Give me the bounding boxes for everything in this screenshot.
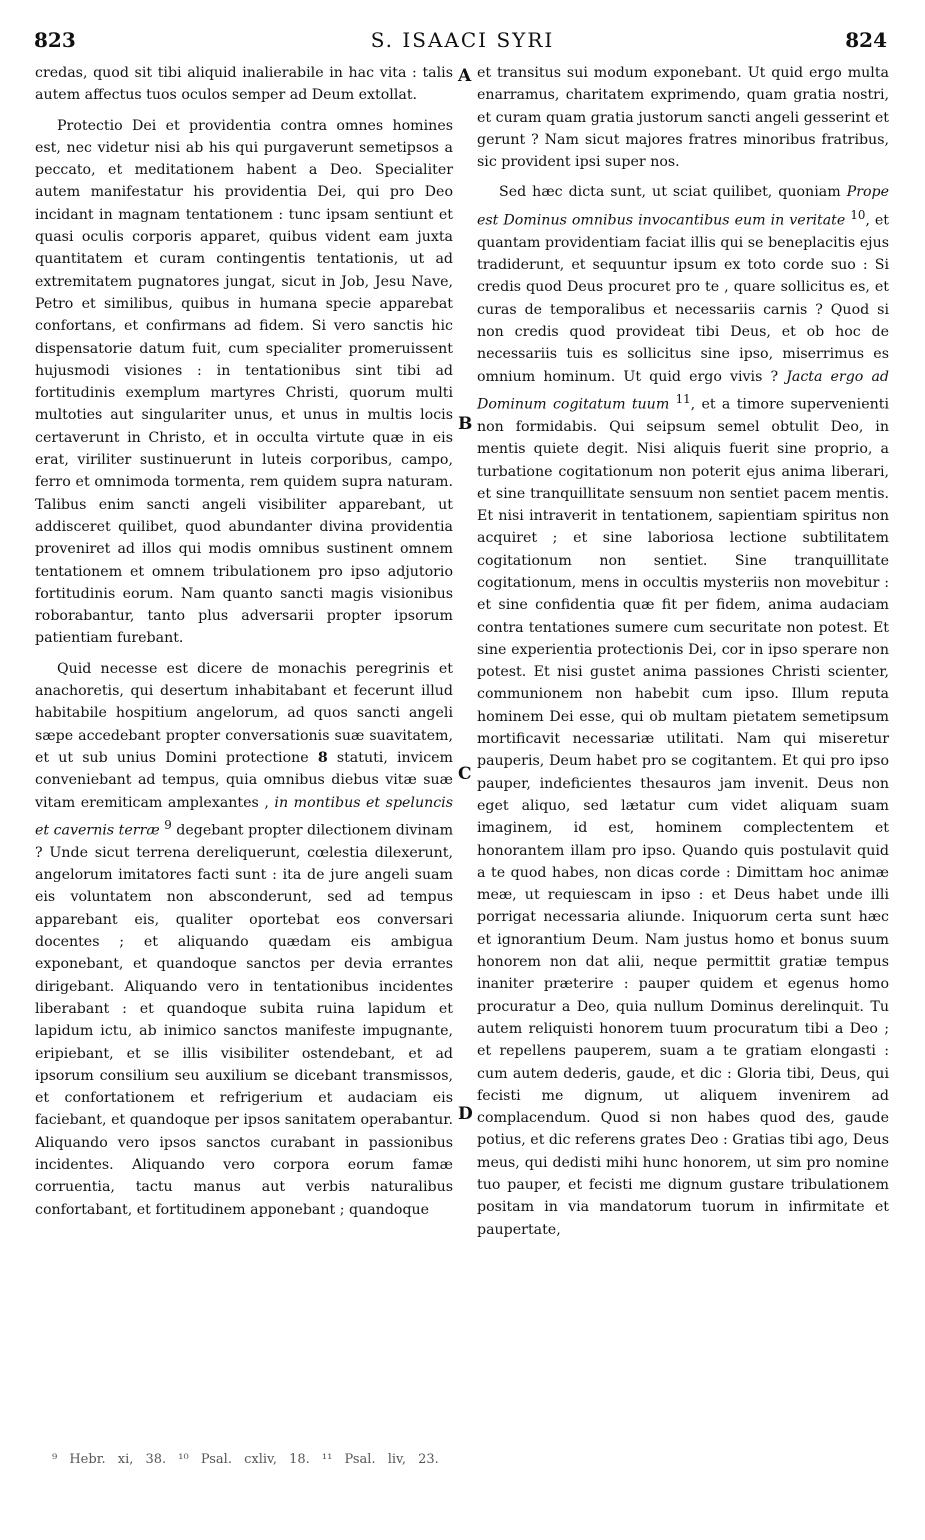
- margin-marker-d: D: [458, 1104, 473, 1124]
- footnote-ref-11: 11: [675, 391, 691, 406]
- running-title: S. ISAACI SYRI: [370, 28, 555, 52]
- left-paragraph-2: Protectio Dei et providentia contra omnes homines est, nec videtur nisi ab his qui purgaverunt semetipsos a peccato, et meditationem habent a Deo. Specialiter autem manifestatur his providentia Dei, qui pro Deo incidant in magnam tentationem : tunc ipsam sentiunt et quasi oculis corporis apparet, quibus vident eam juxta quantitatem et curam contingentis tentationis, ut ad extremitatem pugnatores jungat, sicut in Job, Jesu Nave, Petro et similibus, quibus in humana specie apparebat confortans, et confirmans ad fidem. Si vero sanctis hic dispensatorie datum fuit, cum specialiter promeruissent hujusmodi visiones : in tentationibus sint tibi ad fortitudinis exemplum martyres Christi, quorum multi multoties aut singulariter unus, et unus in multis locis certaverunt in Christo, et in occulta virtute quæ in eis erat, viriliter sustinuerunt in luteis corporibus, campo, ferro et omnimoda tormenta, rem quidem supra naturam. Talibus enim sancti angeli visibiliter apparebant, ut addisceret quilibet, quod abundanter divina providentia proveniret ad illos qui modis omnibus sustinent omnem tentationem et omnem tribulationem pro ipso adjutorio fortitudinis eorum. Nam quanto sancti magis visionibus roborabantur, tanto plus adversarii propter ipsorum patientiam furebant.: [35, 117, 453, 647]
- left-p3-text-a: Quid necesse est dicere de monachis peregrinis et anachoretis, qui desertum inhabitabant et fecerunt illud habitabile hospitium angelorum, ad quos sancti angeli sæpe accedebant propter conversationis suæ suavitatem, et ut sub unius Domini protectione: [35, 660, 453, 766]
- scripture-quote-1: Prope est Dominus omnibus invocantibus eum in veritate: [477, 184, 890, 229]
- right-paragraph-2: [477, 181, 889, 1240]
- scripture-quote: in montibus et speluncis et cavernis terræ: [35, 794, 453, 839]
- page-number-left: 823: [34, 28, 76, 52]
- right-paragraph-1: et transitus sui modum exponebant. Ut quid ergo multa enarramus, charitatem exprimendo, quam gratia nostri, et curam quam gratia justorum sancti angeli gesserint et gerunt ? Nam sicut majores fratres minoribus fratribus, sic provident ipsi super nos.: [477, 65, 889, 171]
- margin-marker-b: B: [458, 414, 473, 434]
- page-number-right: 824: [845, 28, 887, 52]
- footnote-ref-9: 9: [164, 817, 172, 832]
- section-mark: 8: [317, 749, 328, 766]
- margin-marker-c: C: [458, 764, 472, 784]
- footnote-ref-10: 10: [850, 207, 866, 222]
- right-column: [477, 62, 889, 1249]
- right-p2-text-c: , et a timore supervenienti non formidabis. Qui seipsum semel obtulit Deo, in mentis quiete degit. Nisi aliquis fuerit sine proprio, a turbatione cogitationum non poterit ejus anima liberari, et sine tranquillitate sensuum non sentiet pacem mentis. Et nisi intraverit in tentationem, sapientiam spiritus non acquiret ; et sine laboriosa lectione subtilitatem cogitationum non sentiet. Sine tranquillitate cogitationum, mens in occultis mysteriis non movebitur : et sine confidentia quæ fit per fidem, anima audaciam contra tentationes sumere cum securitate non potest. Et sine experientia protectionis Dei, cor in ipso sperare non potest. Et nisi gustet anima passiones Christi scienter, communionem non habebit cum ipso. Illum reputa hominem Dei esse, qui ob multam pietatem semetipsum mortificavit necessariæ utilitati. Nam qui miseretur pauperis, Deum habet pro se cogitantem. Et qui pro ipso pauper, indeficientes thesauros jam invenit. Deus non eget aliquo, sed lætatur cum videt aliquam suam imaginem, id est, hominem complectentem et honorantem illam pro ipso. Quando quis postulavit quid a te quod habes, non dicas corde : Dimittam hoc animæ meæ, ut requiescam in ipso : et Deus habet unde illi porrigat necessaria aliunde. Iniquorum certa sunt hæc et ignorantium Deum. Nam justus homo et bonus suum honorem non dat alii, neque permittit gratiæ tempus inaniter præterire : pauper quidem et egenus homo procuratur a Deo, quia nullum Dominus derelinquit. Tu autem reliquisti honorem tuum procuratum tibi a Deo ; et repellens pauperem, suam a te gratiam elongasti : cum autem dederis, gaude, et dic : Gloria tibi, Deus, qui fecisti me dignum, ut aliquem invenirem ad complacendum. Quod si non habes quod des, gaude potius, et dic referens grates Deo : Gratias tibi ago, Deus meus, qui dedisti mihi hunc honorem, ut sim pro nomine tuo pauper, et fecisti me dignum gustare tribulationem positam in via mandatorum tuorum in infirmitate et paupertate,: [477, 396, 889, 1238]
- left-paragraph-1: credas, quod sit tibi aliquid inalierabile in hac vita : talis autem affectus tuos oculos semper ad Deum extollat.: [35, 65, 453, 104]
- page-header: [0, 28, 925, 54]
- scripture-quote-2: Jacta ergo ad Dominum cogitatum tuum: [477, 368, 889, 413]
- right-p2-text-a: Sed hæc dicta sunt, ut sciat quilibet, quoniam: [499, 184, 841, 201]
- footnotes: ⁹ Hebr. xi, 38. ¹⁰ Psal. cxliv, 18. ¹¹ Psal. liv, 23.: [52, 1452, 439, 1467]
- left-p3-text-b: statuti, invicem conveniebant ad tempus, quia omnibus diebus vitæ suæ vitam eremiticam amplexantes ,: [35, 749, 454, 811]
- margin-marker-a: A: [458, 66, 472, 86]
- right-p2-text-b: , et quantam providentiam faciat illis qui se beneplacitis ejus tradiderunt, et sequuntur ipsum ex toto corde suo : Si credis quod Deus procuret pro te , quare sollicitus es, et curas de temporalibus et necessariis carnis ? Quod si non credis quod provideat tibi Deus, et ob hoc de necessariis tuis es sollicitus sine ipso, miserrimus es omnium hominum. Ut quid ergo vivis ?: [477, 212, 889, 385]
- left-column: [35, 62, 453, 1229]
- left-p3-text-c: degebant propter dilectionem divinam ? Unde sicut terrena dereliquerunt, cœlestia dilexerunt, angelorum imitatores facti sunt : ita de jure angeli suam eis voluntatem non absconderunt, sed ad tempus apparebant eis, qualiter oportebat eos conversari docentes ; et aliquando quædam eis ambigua exponebant, et quandoque sanctos per devia errantes dirigebant. Aliquando vero in tentationibus incidentes liberabant : et quandoque subita ruina lapidum et lapidum ictu, ab inimico sanctos manifeste impugnante, eripiebant, et se illis visibiliter ostendebant, et ad ipsorum consilium seu auxilium se dicebant transmissos, et confortationem et refrigerium et audaciam eis faciebant, et quandoque per ipsos sanitatem operabantur. Aliquando vero ipsos sanctos curabant in passionibus incidentes. Aliquando vero corpora eorum famæ corruentia, tactu manus aut verbis naturalibus confortabant, et fortitudinem apponebant ; quandoque: [35, 822, 454, 1218]
- left-paragraph-3: [35, 658, 453, 1221]
